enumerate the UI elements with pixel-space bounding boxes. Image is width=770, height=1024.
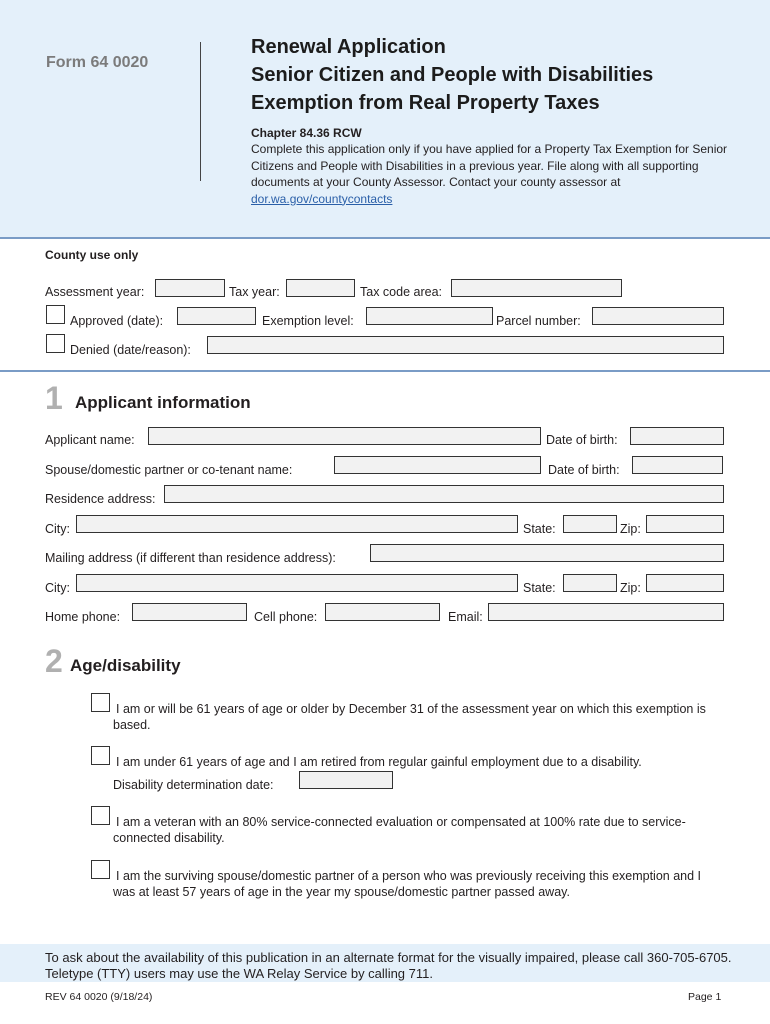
header-divider	[200, 42, 201, 181]
state-label: State:	[523, 522, 556, 536]
disability-date-field[interactable]	[299, 771, 393, 789]
intro-text	[251, 141, 751, 207]
age-61-checkbox[interactable]	[91, 693, 110, 712]
parcel-number-field[interactable]	[592, 307, 724, 325]
mailing-address-label: Mailing address (if different than residence address):	[45, 551, 336, 565]
approved-date-field[interactable]	[177, 307, 256, 325]
mailing-zip-label: Zip:	[620, 581, 641, 595]
surviving-spouse-checkbox[interactable]	[91, 860, 110, 879]
accessibility-text: To ask about the availability of this publication in an alternate format for the visually impaired, please call 360-705-6705. Teletype (TTY) users may use the WA Relay Service by calling 711.	[45, 950, 732, 981]
mailing-state-label: State:	[523, 581, 556, 595]
section-2-number: 2	[45, 643, 63, 679]
assessment-year-label: Assessment year:	[45, 285, 145, 299]
city-field[interactable]	[76, 515, 518, 533]
veteran-text: I am a veteran with an 80% service-connected evaluation or compensated at 100% rate due to service-connected disability.	[113, 815, 686, 845]
date-of-birth-label: Date of birth:	[546, 433, 618, 447]
spouse-date-of-birth-label: Date of birth:	[548, 463, 620, 477]
title-line-2: Senior Citizen and People with Disabilities	[251, 64, 654, 86]
parcel-number-label: Parcel number:	[496, 314, 581, 328]
surviving-spouse-option	[113, 868, 723, 900]
surviving-spouse-text: I am the surviving spouse/domestic partner of a person who was previously receiving this exemption and I was at least 57 years of age in the year my spouse/domestic partner passed away.	[113, 869, 702, 899]
section-1-title: Applicant information	[75, 393, 251, 412]
mailing-city-label: City:	[45, 581, 70, 595]
spouse-date-of-birth-field[interactable]	[632, 456, 723, 474]
city-label: City:	[45, 522, 70, 536]
tax-year-label: Tax year:	[229, 285, 280, 299]
disability-date-label: Disability determination date:	[113, 778, 274, 792]
denied-reason-field[interactable]	[207, 336, 724, 354]
tax-code-area-field[interactable]	[451, 279, 622, 297]
section-1-number: 1	[45, 380, 63, 416]
zip-label: Zip:	[620, 522, 641, 536]
form-number: Form 64 0020	[46, 54, 149, 71]
home-phone-field[interactable]	[132, 603, 247, 621]
state-field[interactable]	[563, 515, 617, 533]
title-line-1: Renewal Application	[251, 36, 446, 58]
mailing-zip-field[interactable]	[646, 574, 724, 592]
applicant-name-field[interactable]	[148, 427, 541, 445]
tax-code-area-label: Tax code area:	[360, 285, 442, 299]
approved-date-label: Approved (date):	[70, 314, 164, 328]
revision-number: REV 64 0020 (9/18/24)	[45, 991, 153, 1003]
disability-text: I am under 61 years of age and I am retired from regular gainful employment due to a disability.	[116, 755, 642, 769]
veteran-checkbox[interactable]	[91, 806, 110, 825]
mailing-city-field[interactable]	[76, 574, 518, 592]
county-contacts-link[interactable]: dor.wa.gov/countycontacts	[251, 191, 393, 206]
cell-phone-label: Cell phone:	[254, 610, 318, 624]
assessment-year-field[interactable]	[155, 279, 225, 297]
email-field[interactable]	[488, 603, 724, 621]
disability-checkbox[interactable]	[91, 746, 110, 765]
spouse-name-label: Spouse/domestic partner or co-tenant name:	[45, 463, 293, 477]
mailing-state-field[interactable]	[563, 574, 617, 592]
cell-phone-field[interactable]	[325, 603, 440, 621]
tax-year-field[interactable]	[286, 279, 355, 297]
approved-checkbox[interactable]	[46, 305, 65, 324]
page-number: Page 1	[688, 991, 722, 1003]
residence-address-field[interactable]	[164, 485, 724, 503]
date-of-birth-field[interactable]	[630, 427, 724, 445]
veteran-option	[113, 814, 723, 846]
section-separator	[0, 370, 770, 372]
chapter-reference: Chapter 84.36 RCW	[251, 126, 362, 140]
exemption-level-label: Exemption level:	[262, 314, 354, 328]
zip-field[interactable]	[646, 515, 724, 533]
exemption-level-field[interactable]	[366, 307, 493, 325]
home-phone-label: Home phone:	[45, 610, 121, 624]
applicant-name-label: Applicant name:	[45, 433, 135, 447]
form-title	[251, 33, 653, 117]
email-label: Email:	[448, 610, 483, 624]
intro-body: Complete this application only if you have applied for a Property Tax Exemption for Senior Citizens and People with Disabilities in a previous year. File along with all supporting documents at your County Assessor. Contact your county assessor at	[251, 142, 728, 189]
residence-address-label: Residence address:	[45, 492, 156, 506]
disability-option	[113, 754, 723, 770]
county-use-heading: County use only	[45, 248, 139, 262]
age-61-text: I am or will be 61 years of age or older by December 31 of the assessment year on which this exemption is based.	[113, 702, 706, 732]
age-61-option	[113, 701, 723, 733]
section-2-title: Age/disability	[70, 656, 181, 675]
mailing-address-field[interactable]	[370, 544, 724, 562]
spouse-name-field[interactable]	[334, 456, 541, 474]
title-line-3: Exemption from Real Property Taxes	[251, 92, 600, 114]
denied-checkbox[interactable]	[46, 334, 65, 353]
denied-label: Denied (date/reason):	[70, 343, 191, 357]
